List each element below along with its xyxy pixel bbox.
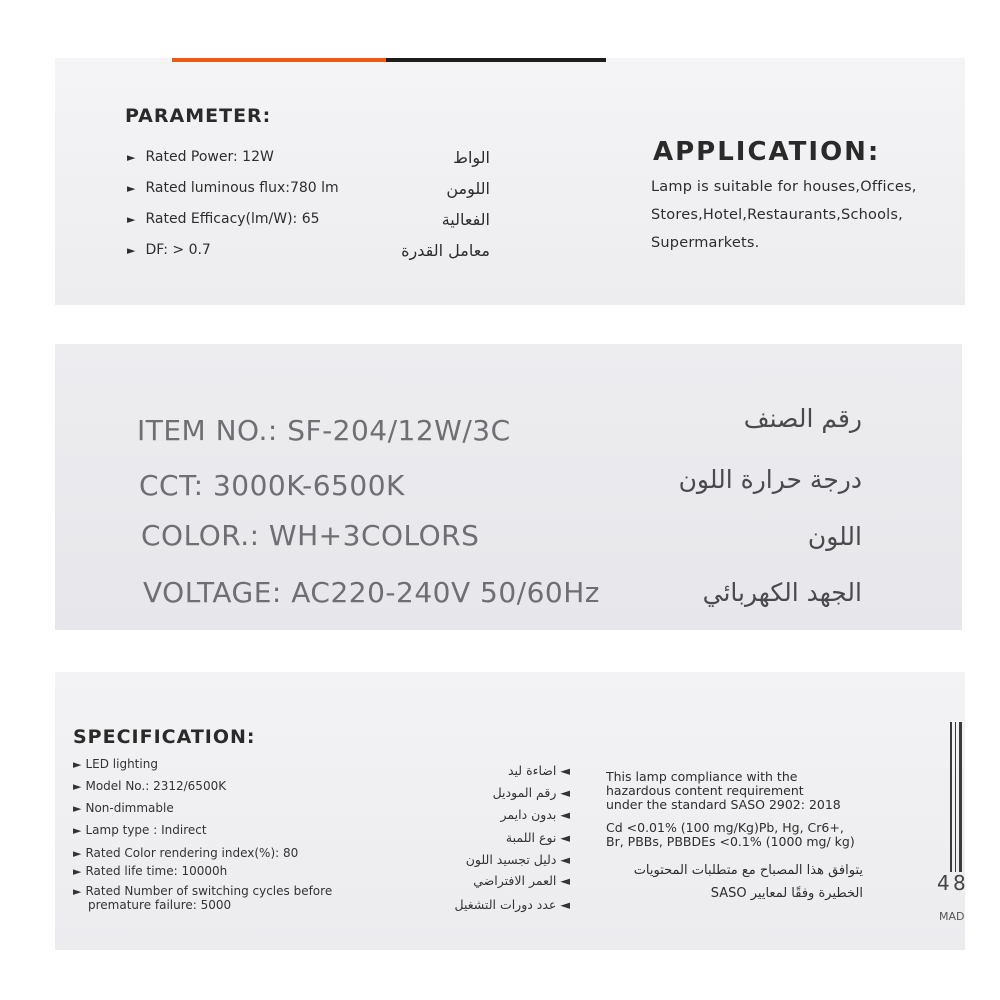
spec-row: ► Non-dimmable — [73, 801, 174, 815]
barcode-bar — [959, 722, 962, 872]
item-row-arabic: رقم الصنف — [743, 404, 862, 433]
spec-row-arabic: ◄ دليل تجسيد اللون — [465, 852, 570, 867]
bullet-icon: ► — [73, 802, 82, 815]
bullet-icon: ► — [127, 244, 136, 257]
item-row-arabic: الجهد الكهربائي — [702, 578, 862, 607]
bullet-icon: ► — [73, 758, 82, 771]
parameter-row-label: DF: > 0.7 — [145, 242, 211, 258]
bullet-icon: ► — [73, 885, 82, 898]
item-row-arabic: درجة حرارة اللون — [678, 465, 862, 494]
parameter-row-label: Rated Efficacy(lm/W): 65 — [145, 211, 320, 227]
barcode-bar — [950, 722, 952, 872]
application-line: Stores,Hotel,Restaurants,Schools, — [651, 207, 903, 223]
arrow-left-icon: ◄ — [560, 763, 570, 778]
compliance-line: Br, PBBs, PBBDEs <0.1% (1000 mg/ kg) — [606, 834, 855, 849]
item-row-arabic: اللون — [807, 522, 862, 551]
spec-row-arabic: ◄ نوع اللمبة — [505, 830, 570, 845]
application-line: Lamp is suitable for houses,Offices, — [651, 179, 917, 195]
spec-row-arabic: ◄ بدون دايمر — [500, 807, 570, 822]
bullet-icon: ► — [73, 847, 82, 860]
bullet-icon: ► — [127, 213, 136, 226]
parameter-row — [127, 149, 274, 165]
parameter-row — [127, 180, 339, 196]
spec-row: ► LED lighting — [73, 757, 158, 771]
bullet-icon: ► — [73, 824, 82, 837]
bullet-icon: ► — [127, 151, 136, 164]
application-line: Supermarkets. — [651, 235, 760, 251]
parameter-row-arabic: معامل القدرة — [401, 241, 490, 260]
spec-row: ► Rated Color rendering index(%): 80 — [73, 846, 299, 860]
spec-row-arabic: ◄ عدد دورات التشغيل — [454, 897, 570, 912]
parameter-row-arabic: الواط — [453, 148, 490, 167]
arrow-left-icon: ◄ — [560, 873, 570, 888]
item-row: ITEM NO.: SF-204/12W/3C — [137, 414, 511, 447]
parameter-row-arabic: الفعالية — [441, 210, 490, 229]
arrow-left-icon: ◄ — [560, 830, 570, 845]
compliance-line: under the standard SASO 2902: 2018 — [606, 797, 841, 812]
barcode-digit: 8 — [953, 871, 966, 895]
parameter-panel — [55, 58, 965, 305]
parameter-row-label: Rated luminous flux:780 lm — [145, 180, 339, 196]
spec-row-arabic: ◄ رقم الموديل — [492, 785, 570, 800]
parameter-row-arabic: اللومن — [446, 179, 490, 198]
orange-stripe — [172, 58, 386, 62]
arrow-left-icon: ◄ — [560, 807, 570, 822]
made-label: MAD — [939, 910, 965, 923]
compliance-line: This lamp compliance with the — [606, 769, 798, 784]
item-row: VOLTAGE: AC220-240V 50/60Hz — [143, 576, 600, 609]
compliance-arabic: الخطيرة وفقًا لمعايير SASO — [710, 886, 863, 901]
spec-row: ► Rated life time: 10000h — [73, 864, 228, 878]
item-row: CCT: 3000K-6500K — [139, 469, 405, 502]
spec-row: ► Lamp type : Indirect — [73, 823, 207, 837]
bullet-icon: ► — [73, 780, 82, 793]
item-panel — [55, 344, 962, 630]
arrow-left-icon: ◄ — [560, 785, 570, 800]
compliance-arabic: يتوافق هذا المصباح مع متطلبات المحتويات — [633, 863, 863, 878]
arrow-left-icon: ◄ — [560, 852, 570, 867]
compliance-line: Cd <0.01% (100 mg/Kg)Pb, Hg, Cr6+, — [606, 820, 844, 835]
parameter-row — [127, 242, 211, 258]
item-row: COLOR.: WH+3COLORS — [141, 519, 480, 552]
arrow-left-icon: ◄ — [560, 897, 570, 912]
black-stripe — [386, 58, 606, 62]
spec-row-arabic: ◄ العمر الافتراضي — [473, 873, 570, 888]
parameter-row-label: Rated Power: 12W — [145, 149, 274, 165]
specification-heading: SPECIFICATION: — [73, 726, 256, 748]
parameter-heading: PARAMETER: — [125, 105, 272, 127]
spec-row: ► Model No.: 2312/6500K — [73, 779, 227, 793]
spec-row: ► Rated Number of switching cycles before — [73, 884, 333, 898]
compliance-line: hazardous content requirement — [606, 783, 804, 798]
specification-panel — [55, 672, 965, 950]
barcode-digit: 4 — [937, 871, 950, 895]
barcode-bar — [955, 722, 956, 872]
bullet-icon: ► — [73, 865, 82, 878]
spec-row-arabic: ◄ اضاءة ليد — [507, 763, 570, 778]
bullet-icon: ► — [127, 182, 136, 195]
spec-row-continued: premature failure: 5000 — [88, 898, 232, 912]
parameter-row — [127, 211, 320, 227]
application-heading: APPLICATION: — [653, 137, 881, 167]
